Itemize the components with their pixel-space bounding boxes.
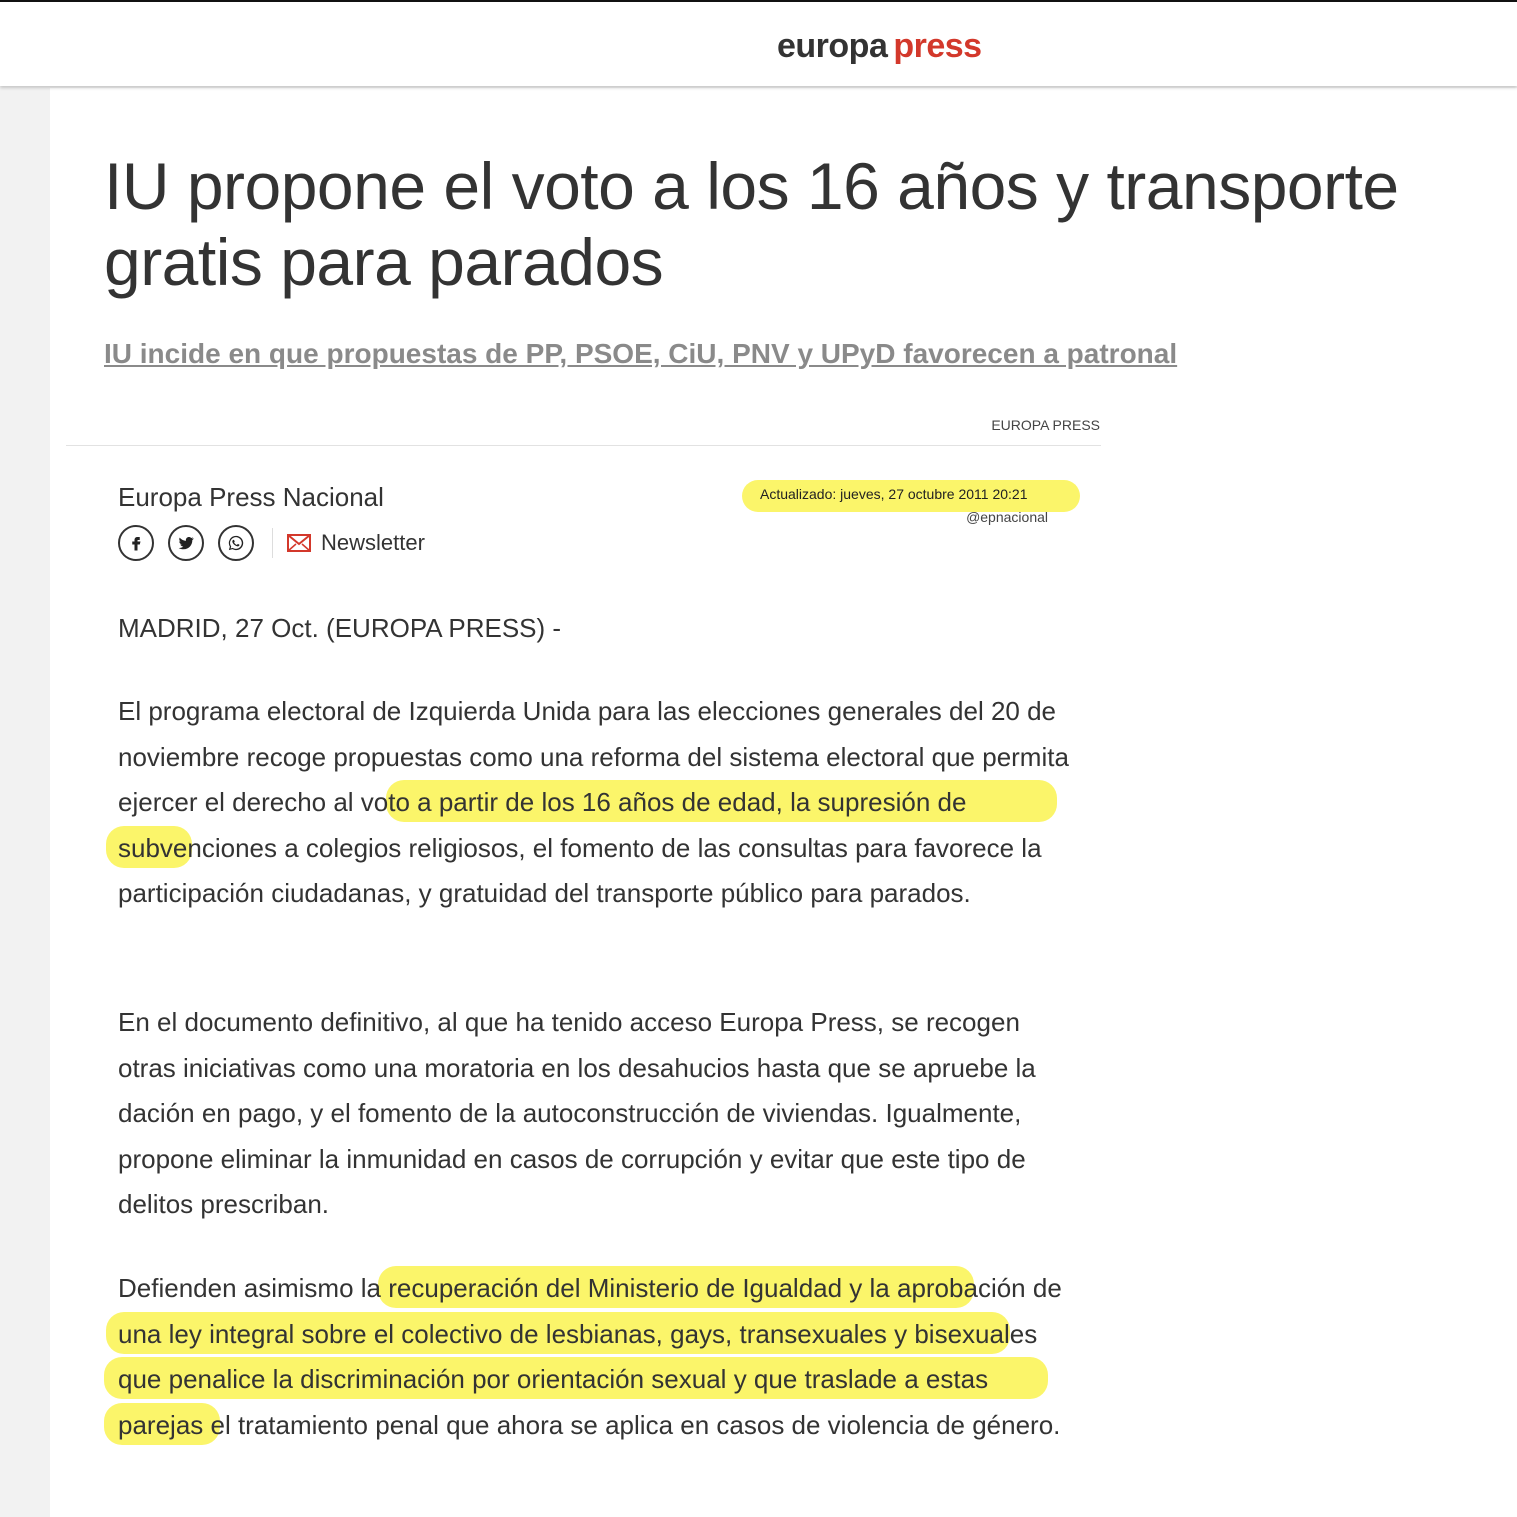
whatsapp-icon <box>227 534 245 552</box>
facebook-icon <box>127 534 145 552</box>
twitter-share-button[interactable] <box>168 525 204 561</box>
dateline: MADRID, 27 Oct. (EUROPA PRESS) - <box>118 613 562 643</box>
paragraph-3-text-c: y que traslade a estas parejas el tratamiento penal que ahora se aplica en casos de violencia de género. <box>118 1364 1061 1440</box>
article-subtitle-link[interactable]: IU incide en que propuestas de PP, PSOE, CiU, PNV y UPyD favorecen a patronal <box>104 338 1178 369</box>
article-headline: IU propone el voto a los 16 años y transporte gratis para parados <box>104 149 1399 299</box>
paragraph-1-text-c: la supresión de subvenciones a colegios religiosos, el fomento de las consultas para favorece la participación ciudadanas, y gratuidad del transporte público para parados. <box>118 787 1042 908</box>
top-bar <box>0 0 1517 86</box>
share-bar <box>118 523 425 563</box>
updated-timestamp: Actualizado: jueves, 27 octubre 2011 20:21 <box>760 486 1028 502</box>
whatsapp-share-button[interactable] <box>218 525 254 561</box>
paragraph-3-highlighted: la recuperación del Ministerio de Igualdad y la aprobación de una ley integral sobre el colectivo de lesbianas, gays, transexuales y bisexuales que penalice la discriminación por orientación sexual <box>118 1273 1062 1394</box>
paragraph-3 <box>118 1266 1078 1448</box>
author-name[interactable]: Europa Press Nacional <box>118 482 384 512</box>
divider <box>66 445 1101 446</box>
envelope-icon <box>287 534 311 552</box>
europapress-logo[interactable] <box>777 24 982 68</box>
agency-credit: EUROPA PRESS <box>991 417 1100 433</box>
paragraph-1 <box>118 689 1078 917</box>
paragraph-1-text-a: El programa electoral de Izquierda Unida para las elecciones generales del 20 de noviembre recoge propuestas como una reforma del sistema electoral que permita <box>118 696 1069 772</box>
facebook-share-button[interactable] <box>118 525 154 561</box>
newsletter-label: Newsletter <box>321 530 425 555</box>
logo-part-press: press <box>893 27 982 65</box>
newsletter-link[interactable] <box>287 530 425 556</box>
separator <box>272 528 273 558</box>
paragraph-1-highlighted: ejercer el derecho al voto a partir de los 16 años de edad, <box>118 787 783 817</box>
twitter-icon <box>177 534 195 552</box>
logo-part-europa: europa <box>777 27 888 65</box>
paragraph-3-text-a: Defienden asimismo <box>118 1273 361 1303</box>
twitter-handle-link[interactable]: @epnacional <box>966 509 1048 525</box>
paragraph-2: En el documento definitivo, al que ha tenido acceso Europa Press, se recogen otras iniciativas como una moratoria en los desahucios hasta que se apruebe la dación en pago, y el fomento de la autoconstrucción de viviendas. Igualmente, propone eliminar la inmunidad en casos de corrupción y evitar que este tipo de delitos prescriban. <box>118 1007 1036 1219</box>
